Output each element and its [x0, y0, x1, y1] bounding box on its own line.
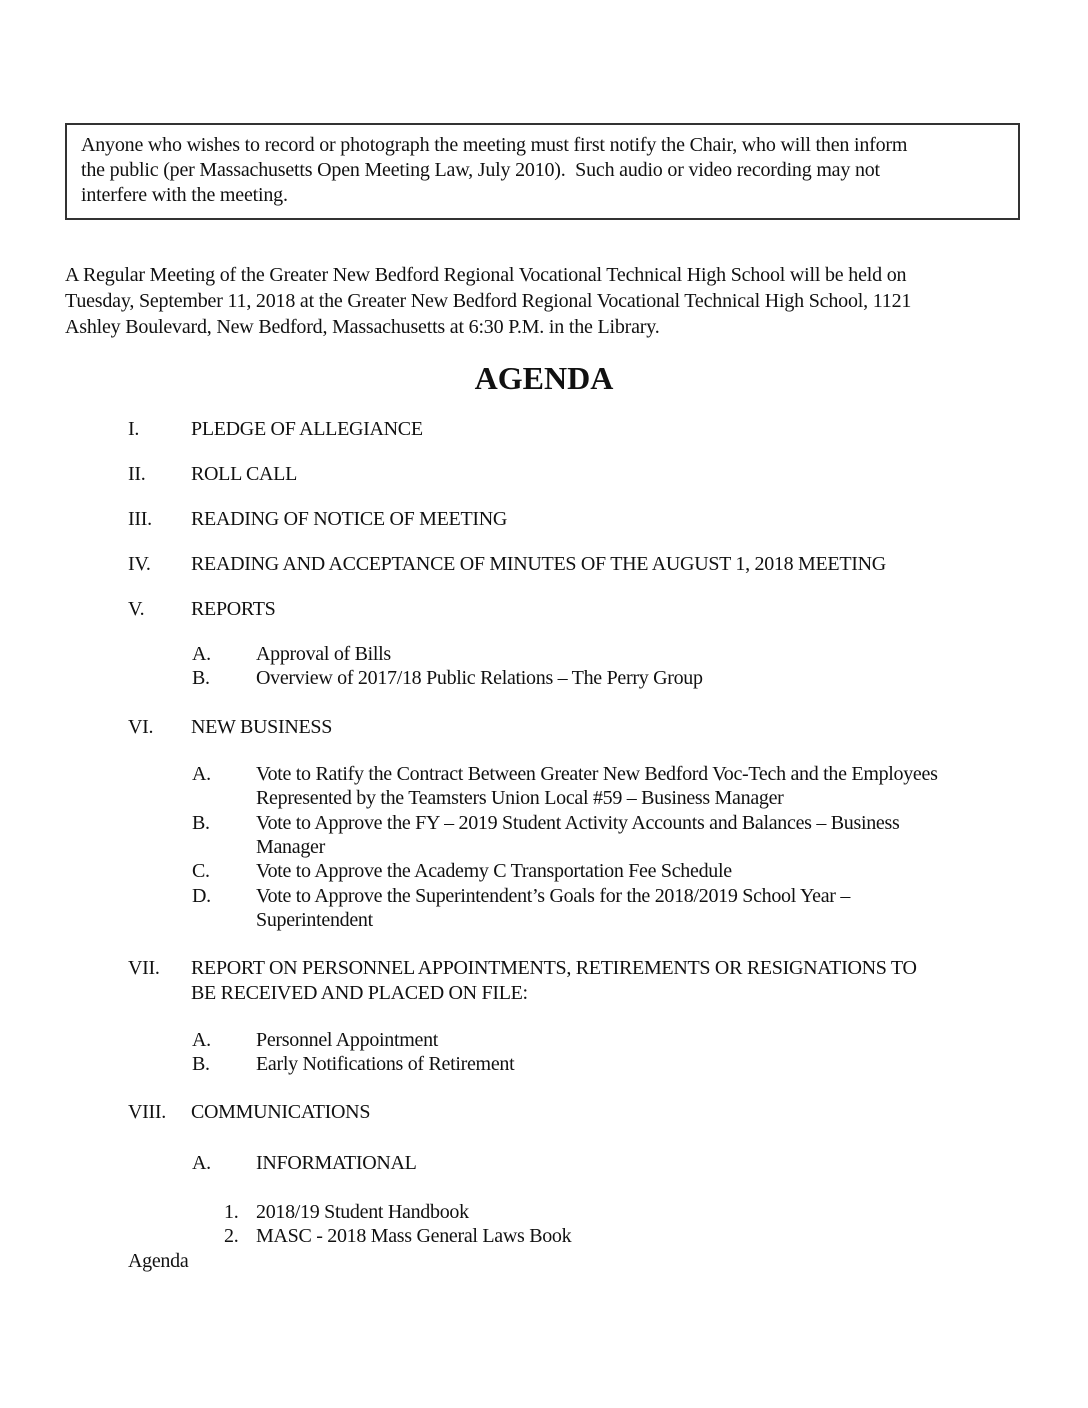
agenda-number: VI.: [128, 716, 154, 738]
intro-line: A Regular Meeting of the Greater New Bedford Regional Vocational Technical High School will be held on: [65, 264, 907, 286]
agenda-item-personnel-cont: BE RECEIVED AND PLACED ON FILE:: [191, 982, 528, 1004]
sub-item-bills: Approval of Bills: [256, 643, 391, 665]
recording-notice-text: [81, 133, 1011, 208]
sub-letter: C.: [192, 860, 210, 882]
sub-item-superintendent-goals: Vote to Approve the Superintendent’s Goals for the 2018/2019 School Year –: [256, 885, 851, 907]
sub-letter: B.: [192, 812, 210, 834]
agenda-item-roll-call: ROLL CALL: [191, 463, 297, 485]
agenda-item-personnel: REPORT ON PERSONNEL APPOINTMENTS, RETIREMENTS OR RESIGNATIONS TO: [191, 957, 917, 979]
sub-letter: A.: [192, 643, 211, 665]
sub-letter: B.: [192, 667, 210, 689]
sub-item-student-accounts: Vote to Approve the FY – 2019 Student Activity Accounts and Balances – Business: [256, 812, 900, 834]
agenda-item-communications: COMMUNICATIONS: [191, 1101, 371, 1123]
agenda-number: I.: [128, 418, 140, 440]
sub-letter: A.: [192, 763, 211, 785]
sub-item-appointment: Personnel Appointment: [256, 1029, 439, 1051]
agenda-number: VIII.: [128, 1101, 166, 1123]
sub-item-contract: Vote to Ratify the Contract Between Greater New Bedford Voc-Tech and the Employees: [256, 763, 938, 785]
agenda-item-notice: READING OF NOTICE OF MEETING: [191, 508, 508, 530]
sub-letter: A.: [192, 1029, 211, 1051]
sub-item-retirement: Early Notifications of Retirement: [256, 1053, 515, 1075]
meeting-announcement: [65, 262, 1025, 340]
notice-line: interfere with the meeting.: [81, 184, 288, 206]
agenda-number: III.: [128, 508, 152, 530]
agenda-title: AGENDA: [474, 360, 614, 396]
sub-letter: B.: [192, 1053, 210, 1075]
sub-letter: D.: [192, 885, 211, 907]
notice-line: Anyone who wishes to record or photograph the meeting must first notify the Chair, who will then inform: [81, 134, 908, 156]
agenda-number: V.: [128, 598, 145, 620]
agenda-item-pledge: PLEDGE OF ALLEGIANCE: [191, 418, 423, 440]
intro-line: Tuesday, September 11, 2018 at the Greater New Bedford Regional Vocational Technical High School, 1121: [65, 290, 912, 312]
recording-notice-box: [65, 123, 1020, 220]
agenda-item-minutes: READING AND ACCEPTANCE OF MINUTES OF THE AUGUST 1, 2018 MEETING: [191, 553, 886, 575]
sub-item-public-relations: Overview of 2017/18 Public Relations – The Perry Group: [256, 667, 703, 689]
list-number: 1.: [224, 1201, 239, 1223]
agenda-number: IV.: [128, 553, 151, 575]
agenda-number: II.: [128, 463, 146, 485]
list-number: 2.: [224, 1225, 239, 1247]
sub-letter: A.: [192, 1152, 211, 1174]
intro-line: Ashley Boulevard, New Bedford, Massachusetts at 6:30 P.M. in the Library.: [65, 316, 660, 338]
agenda-item-reports: REPORTS: [191, 598, 276, 620]
notice-line: the public (per Massachusetts Open Meeting Law, July 2010). Such audio or video recording may not: [81, 159, 880, 181]
sub-item-transportation-fee: Vote to Approve the Academy C Transportation Fee Schedule: [256, 860, 732, 882]
sub-item-superintendent-goals-cont: Superintendent: [256, 909, 373, 931]
agenda-number: VII.: [128, 957, 160, 979]
agenda-item-new-business: NEW BUSINESS: [191, 716, 333, 738]
sub-item-informational: INFORMATIONAL: [256, 1152, 417, 1174]
sub-item-contract-cont: Represented by the Teamsters Union Local #59 – Business Manager: [256, 787, 784, 809]
list-item-laws-book: MASC - 2018 Mass General Laws Book: [256, 1225, 572, 1247]
sub-item-student-accounts-cont: Manager: [256, 836, 325, 858]
page-footer: Agenda: [128, 1250, 189, 1272]
list-item-handbook: 2018/19 Student Handbook: [256, 1201, 469, 1223]
